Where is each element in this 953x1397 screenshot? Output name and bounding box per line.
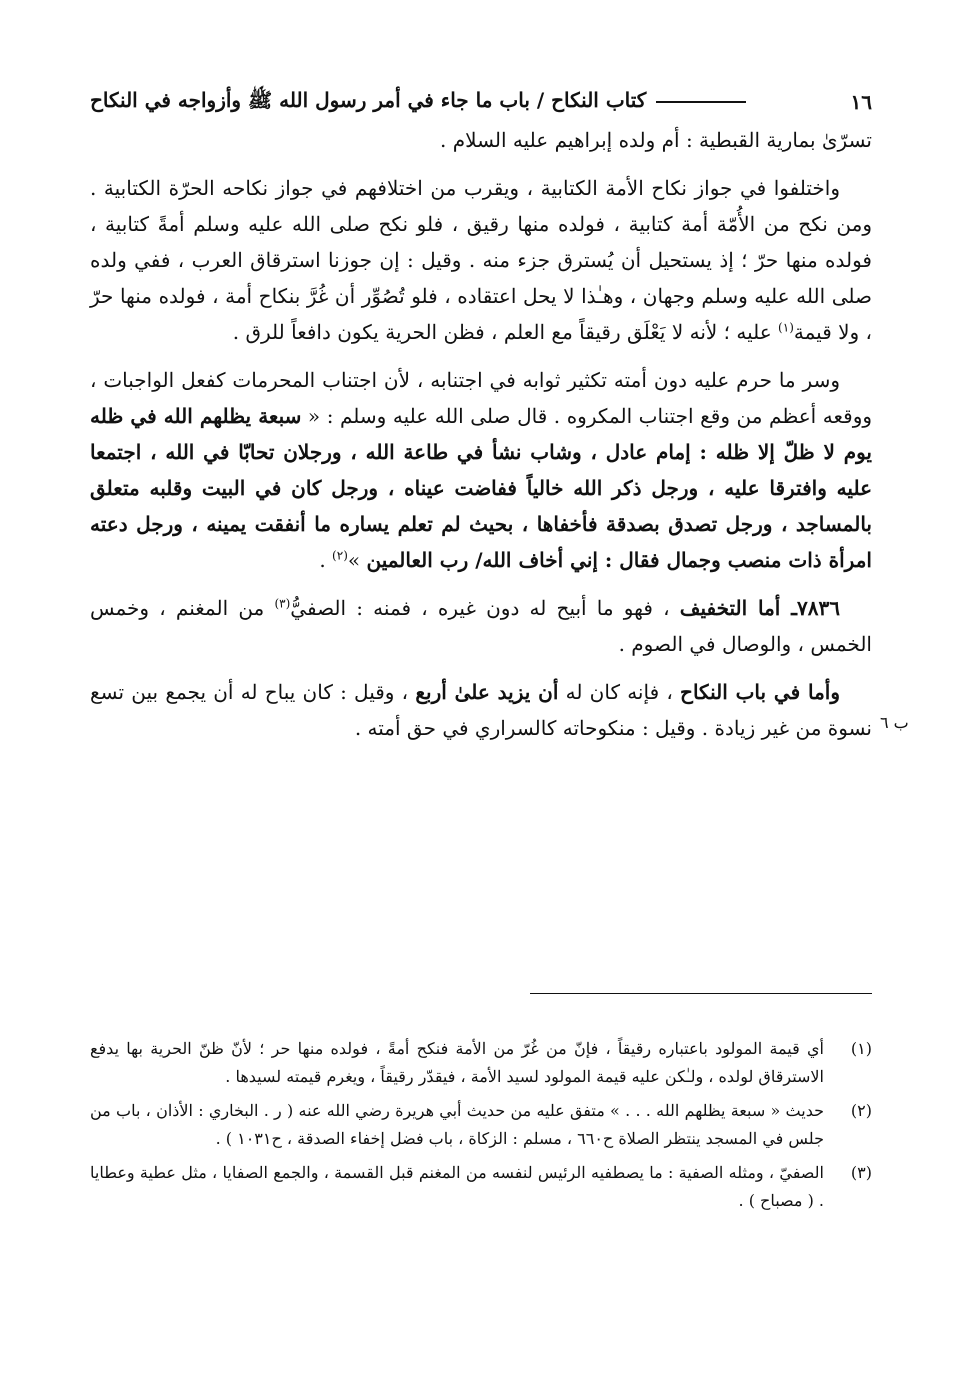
page-body: [90, 82, 872, 758]
header-rule: [656, 101, 746, 103]
footnote-number: (٣): [850, 1163, 872, 1182]
page-header: [90, 82, 872, 122]
page-number: ١٦: [850, 90, 872, 114]
paragraph-text: وسر ما حرم عليه دون أمته تكثير ثوابه في اجتنابه ، لأن اجتناب المحرمات كفعل الواجبات ، ووقعه أعظم من وقع اجتناب المكروه . قال صلى الله عليه وسلم : «: [90, 368, 873, 428]
paragraph-text: واختلفوا في جواز نكاح الأمة الكتابية ، ويقرب من اختلافهم في جواز نكاحه الحرّة الكتابية . ومن نكح من الأُمّة أمة كتابية ، فولده منها رقيق ، فلو نكح صلى الله عليه وسلم أمةً كتابية ، فولده منها حرّ ؛ إذ يستحيل أن يُسترق جزء منه . وقيل : إن جوزنا استرقاق العرب ، ففي ولده صلى الله عليه وسلم وجهان ، وهـٰذا لا يحل اعتقاده ، فلو تُصُوِّر أن غُرَّ بنكاح أمة ، فولده منها حرّ ، ولا قيمة: [90, 176, 872, 344]
paragraph-text: ، وقيل : كان يباح له أن يجمع بين تسع نسوة من غير زيادة . وقيل : منكوحاته كالسراري في حق أمته .: [90, 680, 872, 740]
footnotes: [90, 1035, 872, 1221]
paragraph-text: »: [347, 548, 367, 572]
footnote-ref[interactable]: (٢): [332, 548, 348, 563]
header-title-group: [90, 88, 746, 117]
footnote-separator: [530, 993, 872, 994]
paragraph: [90, 122, 872, 158]
footnote-text: أي قيمة المولود باعتباره رقيقاً ، فإنّ من غُرّ من الأمة فنكح أمةً ، فولده منها حر ؛ لأنّ ظنّ الحرية بها يدفع الاسترقاق لولده ، ولـٰكن عليه قيمة المولود لسيد الأمة ، فيقدّر رقيقاً ، ويغرم قيمته لسيدها .: [90, 1039, 824, 1086]
footnote-ref[interactable]: (١): [778, 320, 794, 335]
section-number: ٧٨٣٦ـ: [791, 596, 840, 620]
paragraph-text: ، فإنه كان له: [558, 680, 681, 704]
paragraph-text: .: [319, 548, 333, 572]
footnote: [90, 1159, 872, 1215]
footnote-number: (٢): [850, 1101, 872, 1120]
hadith-text: سبعة يظلهم الله في ظله يوم لا ظلّ إلا ظله : إمام عادل ، وشاب نشأ في طاعة الله ، ورجلان تحابّا في الله ، اجتمعا عليه وافترقا عليه ، ورجل ذكر الله خالياً ففاضت عيناه ، ورجل كان في البيت وقلبه متعلق بالمساجد ، ورجل تصدق بصدقة فأخفاها ، بحيث لم تعلم يساره ما أنفقت يمينه ، ورجل دعته امرأة ذات منصب وجمال فقال : إني أخاف الله/ رب العالمين: [90, 404, 872, 572]
footnote-ref[interactable]: (٣): [274, 596, 291, 611]
emphasis-text: أن يزيد علىٰ أربع: [415, 680, 559, 704]
paragraph: [90, 674, 872, 746]
paragraph-text: عليه ؛ لأنه لا يَعْلَق رقيقاً مع العلم ، فظن الحرية يكون دافعاً للرق .: [232, 320, 779, 344]
section-heading: أما التخفيف: [679, 596, 792, 620]
footnote-number: (١): [850, 1039, 872, 1058]
paragraph: [90, 362, 872, 578]
footnote: [90, 1097, 872, 1153]
margin-note: ب ٦: [880, 713, 909, 732]
section-heading: وأما في باب النكاح: [680, 680, 841, 704]
footnote-text: حديث « سبعة يظلهم الله . . . » متفق عليه من حديث أبي هريرة رضي الله عنه ( ر . البخاري : الأذان ، باب من جلس في المسجد ينتظر الصلاة ح٦٦٠ ، مسلم : الزكاة ، باب فضل إخفاء الصدقة ، ح١٠٣١ ) .: [90, 1101, 824, 1148]
main-text: [90, 122, 872, 746]
paragraph: [90, 590, 872, 662]
footnote-text: الصفيّ ، ومثله الصفية : ما يصطفيه الرئيس لنفسه من المغنم قبل القسمة ، والجمع الصفايا ، مثل عطية وعطايا . ( مصباح ) .: [90, 1163, 824, 1210]
paragraph: [90, 170, 872, 350]
footnote: [90, 1035, 872, 1091]
running-title: كتاب النكاح / باب ما جاء في أمر رسول الله ﷺ وأزواجه في النكاح: [90, 87, 647, 112]
paragraph-text: تسرّىٰ بمارية القبطية : أم ولده إبراهيم عليه السلام .: [440, 128, 872, 152]
paragraph-text: ، فهو ما أبيح له دون غيره ، فمنه : الصفيُّ: [290, 596, 680, 620]
paragraph-text: من المغنم ، وخمس الخمس ، والوصال في الصوم .: [90, 596, 872, 656]
